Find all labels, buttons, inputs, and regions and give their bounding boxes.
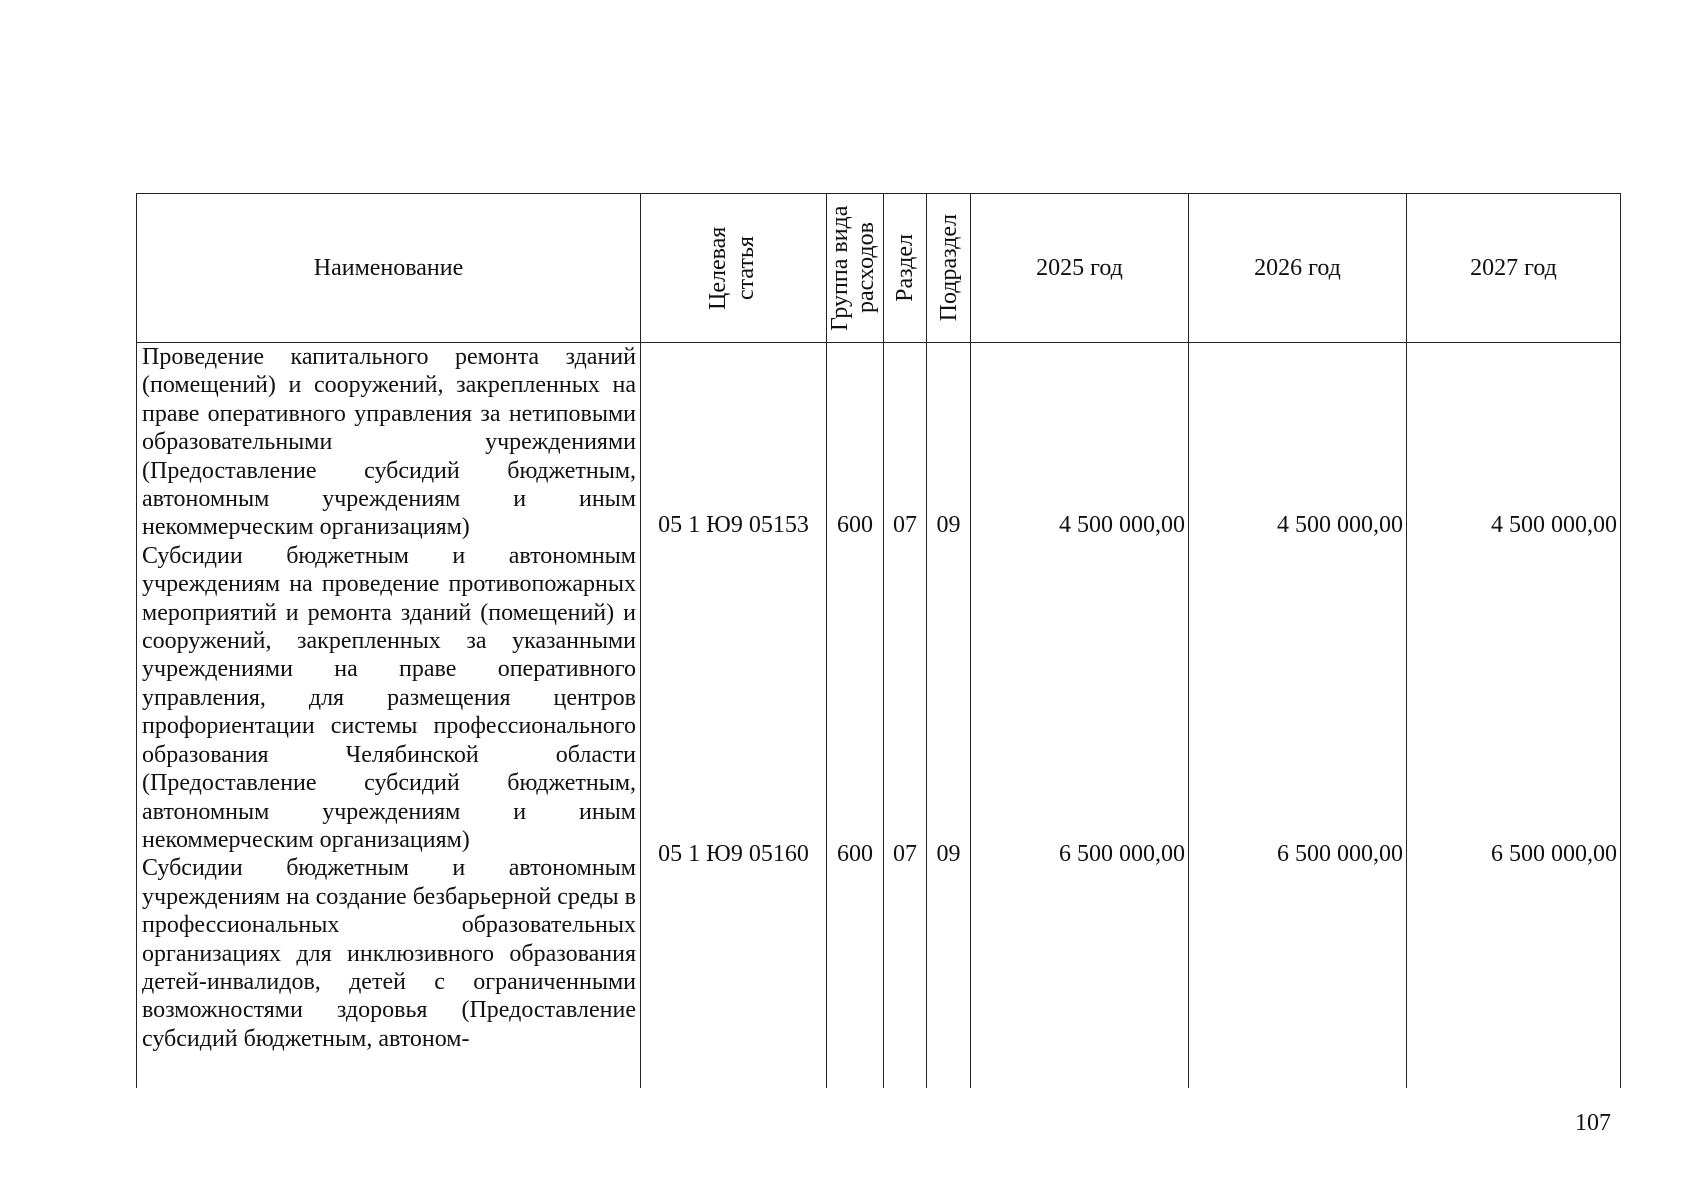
row-1-y2025: 4 500 000,00 xyxy=(1059,512,1185,538)
row-1-target-article: 05 1 Ю9 05153 xyxy=(658,512,809,538)
row-1-y2027: 4 500 000,00 xyxy=(1491,512,1617,538)
header-2026: 2026 год xyxy=(1189,194,1407,343)
page-number: 107 xyxy=(1575,1110,1611,1136)
row-2-subsection: 09 xyxy=(936,841,961,867)
row-2-section: 07 xyxy=(893,841,917,867)
section-column xyxy=(884,343,927,1089)
name-column xyxy=(137,343,641,1089)
header-2027: 2027 год xyxy=(1407,194,1621,343)
row-1-y2026: 4 500 000,00 xyxy=(1277,512,1403,538)
header-name: Наименование xyxy=(137,194,641,343)
y2026-column xyxy=(1189,343,1407,1089)
row-3-name: Субсидии бюджетным и автономным учреждениям на создание безбарьерной среды в профессиональных образовательных организациях для инклюзивного образования детей-инвалидов, детей с ограниченными возможностями здоровья (Предоставление субсидий бюджетным, автоном- xyxy=(142,855,636,1052)
header-2025: 2025 год xyxy=(971,194,1189,343)
y2025-column xyxy=(971,343,1189,1089)
row-2-name: Субсидии бюджетным и автономным учреждениям на проведение противопожарных мероприятий и ремонта зданий (помещений) и сооружений, закрепленных за указанными учреждениями на праве оперативного управления, для размещения центров профориентации системы профессионального образования Челябинской области (Предоставление субсидий бюджетным, автономным учреждениям и иным некоммерческим организациям) xyxy=(142,542,636,853)
row-2-y2027: 6 500 000,00 xyxy=(1491,841,1617,867)
row-2-expense-group: 600 xyxy=(837,841,873,867)
y2027-column xyxy=(1407,343,1621,1089)
row-1-section: 07 xyxy=(893,512,917,538)
row-2-y2025: 6 500 000,00 xyxy=(1059,841,1185,867)
header-section: Раздел xyxy=(892,234,918,302)
header-target-article: Целевая статья xyxy=(704,226,759,310)
row-2-target-article: 05 1 Ю9 05160 xyxy=(658,841,809,867)
table-body-row xyxy=(137,343,1621,1089)
row-1-expense-group: 600 xyxy=(837,512,873,538)
header-subsection: Подраздел xyxy=(935,214,962,322)
table-header-row xyxy=(137,194,1621,343)
header-expense-group: Группа вида расходов xyxy=(827,205,879,331)
row-2-y2026: 6 500 000,00 xyxy=(1277,841,1403,867)
row-1-subsection: 09 xyxy=(936,512,961,538)
budget-table xyxy=(136,193,1621,1088)
expense-group-column xyxy=(827,343,884,1089)
row-1-name: Проведение капитального ремонта зданий (помещений) и сооружений, закрепленных на праве оперативного управления за нетиповыми образовательными учреждениями (Предоставление субсидий бюджетным, автономным учреждениям и иным некоммерческим организациям) xyxy=(142,344,636,541)
target-article-column xyxy=(641,343,827,1089)
subsection-column xyxy=(927,343,971,1089)
